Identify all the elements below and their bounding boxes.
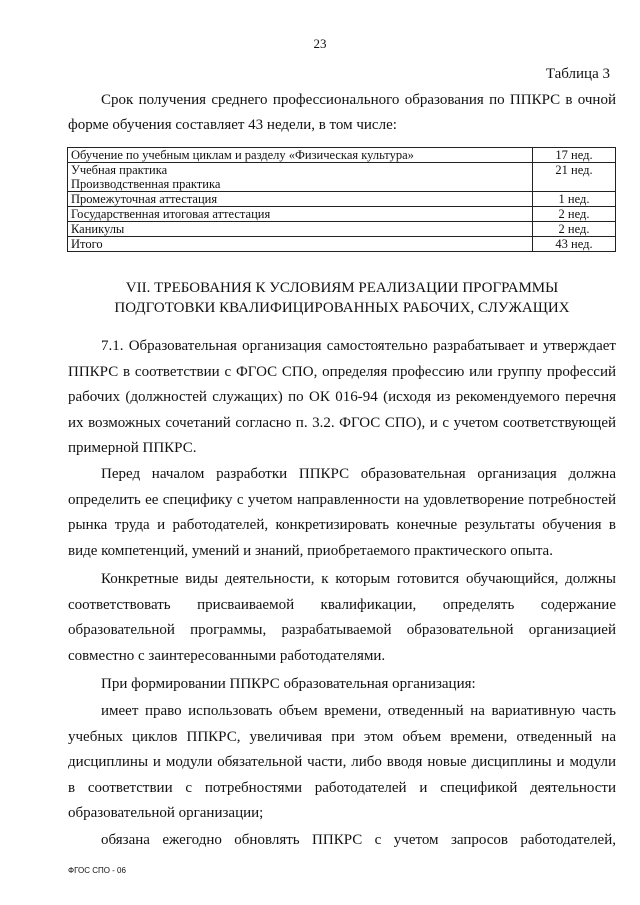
table-label: Таблица 3 — [545, 66, 610, 82]
table-cell-label: Производственная практика — [68, 177, 533, 192]
table-cell-label: Обучение по учебным циклам и разделу «Физическая культура» — [68, 148, 533, 163]
paragraph-7-1 — [68, 334, 616, 462]
section-title — [68, 278, 616, 318]
text-line: виде компетенций, умений и знаний, приобретаемого практического опыта. — [68, 542, 553, 559]
text-line: ППКРС в соответствии с ФГОС СПО, определяя профессию или группу профессий — [68, 363, 616, 380]
paragraph-activities — [68, 567, 616, 669]
text-line: При формировании ППКРС образовательная организация: — [101, 676, 476, 692]
paragraph-rights — [68, 699, 616, 827]
paragraph-development — [68, 462, 616, 564]
table-cell-label: Государственная итоговая аттестация — [68, 207, 533, 222]
text-line: Конкретные виды деятельности, к которым готовится обучающийся, должны — [101, 571, 616, 587]
footer-label: ФГОС СПО - 06 — [68, 866, 126, 875]
table-cell-value: 1 нед. — [533, 192, 616, 207]
table-cell-label: Учебная практика — [68, 163, 533, 178]
text-line: учебных циклов ППКРС, увеличивая при этом объем времени, отведенный на — [68, 728, 616, 745]
section-title-line-1: VII. ТРЕБОВАНИЯ К УСЛОВИЯМ РЕАЛИЗАЦИИ ПРОГРАММЫ — [125, 280, 559, 296]
page-number: 23 — [313, 36, 327, 51]
text-line: совместно с заинтересованными работодателями. — [68, 647, 386, 664]
text-line: примерной ППКРС. — [68, 440, 197, 456]
table-cell-label: Итого — [68, 237, 533, 252]
table-row — [68, 237, 616, 252]
text-line: определить ее специфику с учетом направленности на удовлетворение потребностей — [68, 491, 616, 508]
text-line: рынка труда и работодателей, конкретизировать конечные результаты обучения в — [68, 517, 616, 533]
intro-line-1: Срок получения среднего профессионального образования по ППКРС в очной — [101, 92, 616, 108]
table-cell-value: 2 нед. — [533, 207, 616, 222]
text-line: соответствовать присваиваемой квалификации, определять содержание — [68, 596, 616, 613]
table-row — [68, 163, 616, 178]
table-cell-label: Каникулы — [68, 222, 533, 237]
text-line: дисциплины и модули обязательной части, либо вводя новые дисциплины и модули — [68, 754, 616, 770]
paragraph-formation — [68, 672, 616, 698]
table-cell-label: Промежуточная аттестация — [68, 192, 533, 207]
table-row — [68, 148, 616, 163]
intro-paragraph — [68, 88, 616, 138]
table-row — [68, 222, 616, 237]
table-cell-value: 17 нед. — [533, 148, 616, 163]
text-line: имеет право использовать объем времени, отведенный на вариативную часть — [101, 703, 616, 719]
text-line: рабочих (должностей служащих) по ОК 016-94 (исходя из рекомендуемого перечня — [68, 389, 616, 405]
table-cell-value: 43 нед. — [533, 237, 616, 252]
table-row — [68, 192, 616, 207]
text-line: их возможных сочетаний согласно п. 3.2. ФГОС СПО), и с учетом соответствующей — [68, 414, 616, 431]
text-line: обязана ежегодно обновлять ППКРС с учетом запросов работодателей, — [101, 832, 616, 848]
text-line: Перед началом разработки ППКРС образовательная организация должна — [101, 466, 616, 482]
table-row — [68, 207, 616, 222]
text-line: в соответствии с потребностями работодателей и спецификой деятельности — [68, 779, 616, 796]
schedule-table — [67, 147, 616, 252]
table-cell-value: 21 нед. — [533, 163, 616, 192]
text-line: 7.1. Образовательная организация самостоятельно разрабатывает и утверждает — [101, 338, 616, 354]
text-line: образовательной организации; — [68, 805, 264, 821]
section-title-line-2: ПОДГОТОВКИ КВАЛИФИЦИРОВАННЫХ РАБОЧИХ, СЛУЖАЩИХ — [114, 300, 570, 316]
text-line: образовательной программы, разрабатываемой образовательной организацией — [68, 622, 616, 638]
paragraph-obligations — [68, 828, 616, 854]
table-cell-value: 2 нед. — [533, 222, 616, 237]
intro-line-2: форме обучения составляет 43 недели, в том числе: — [68, 117, 397, 133]
